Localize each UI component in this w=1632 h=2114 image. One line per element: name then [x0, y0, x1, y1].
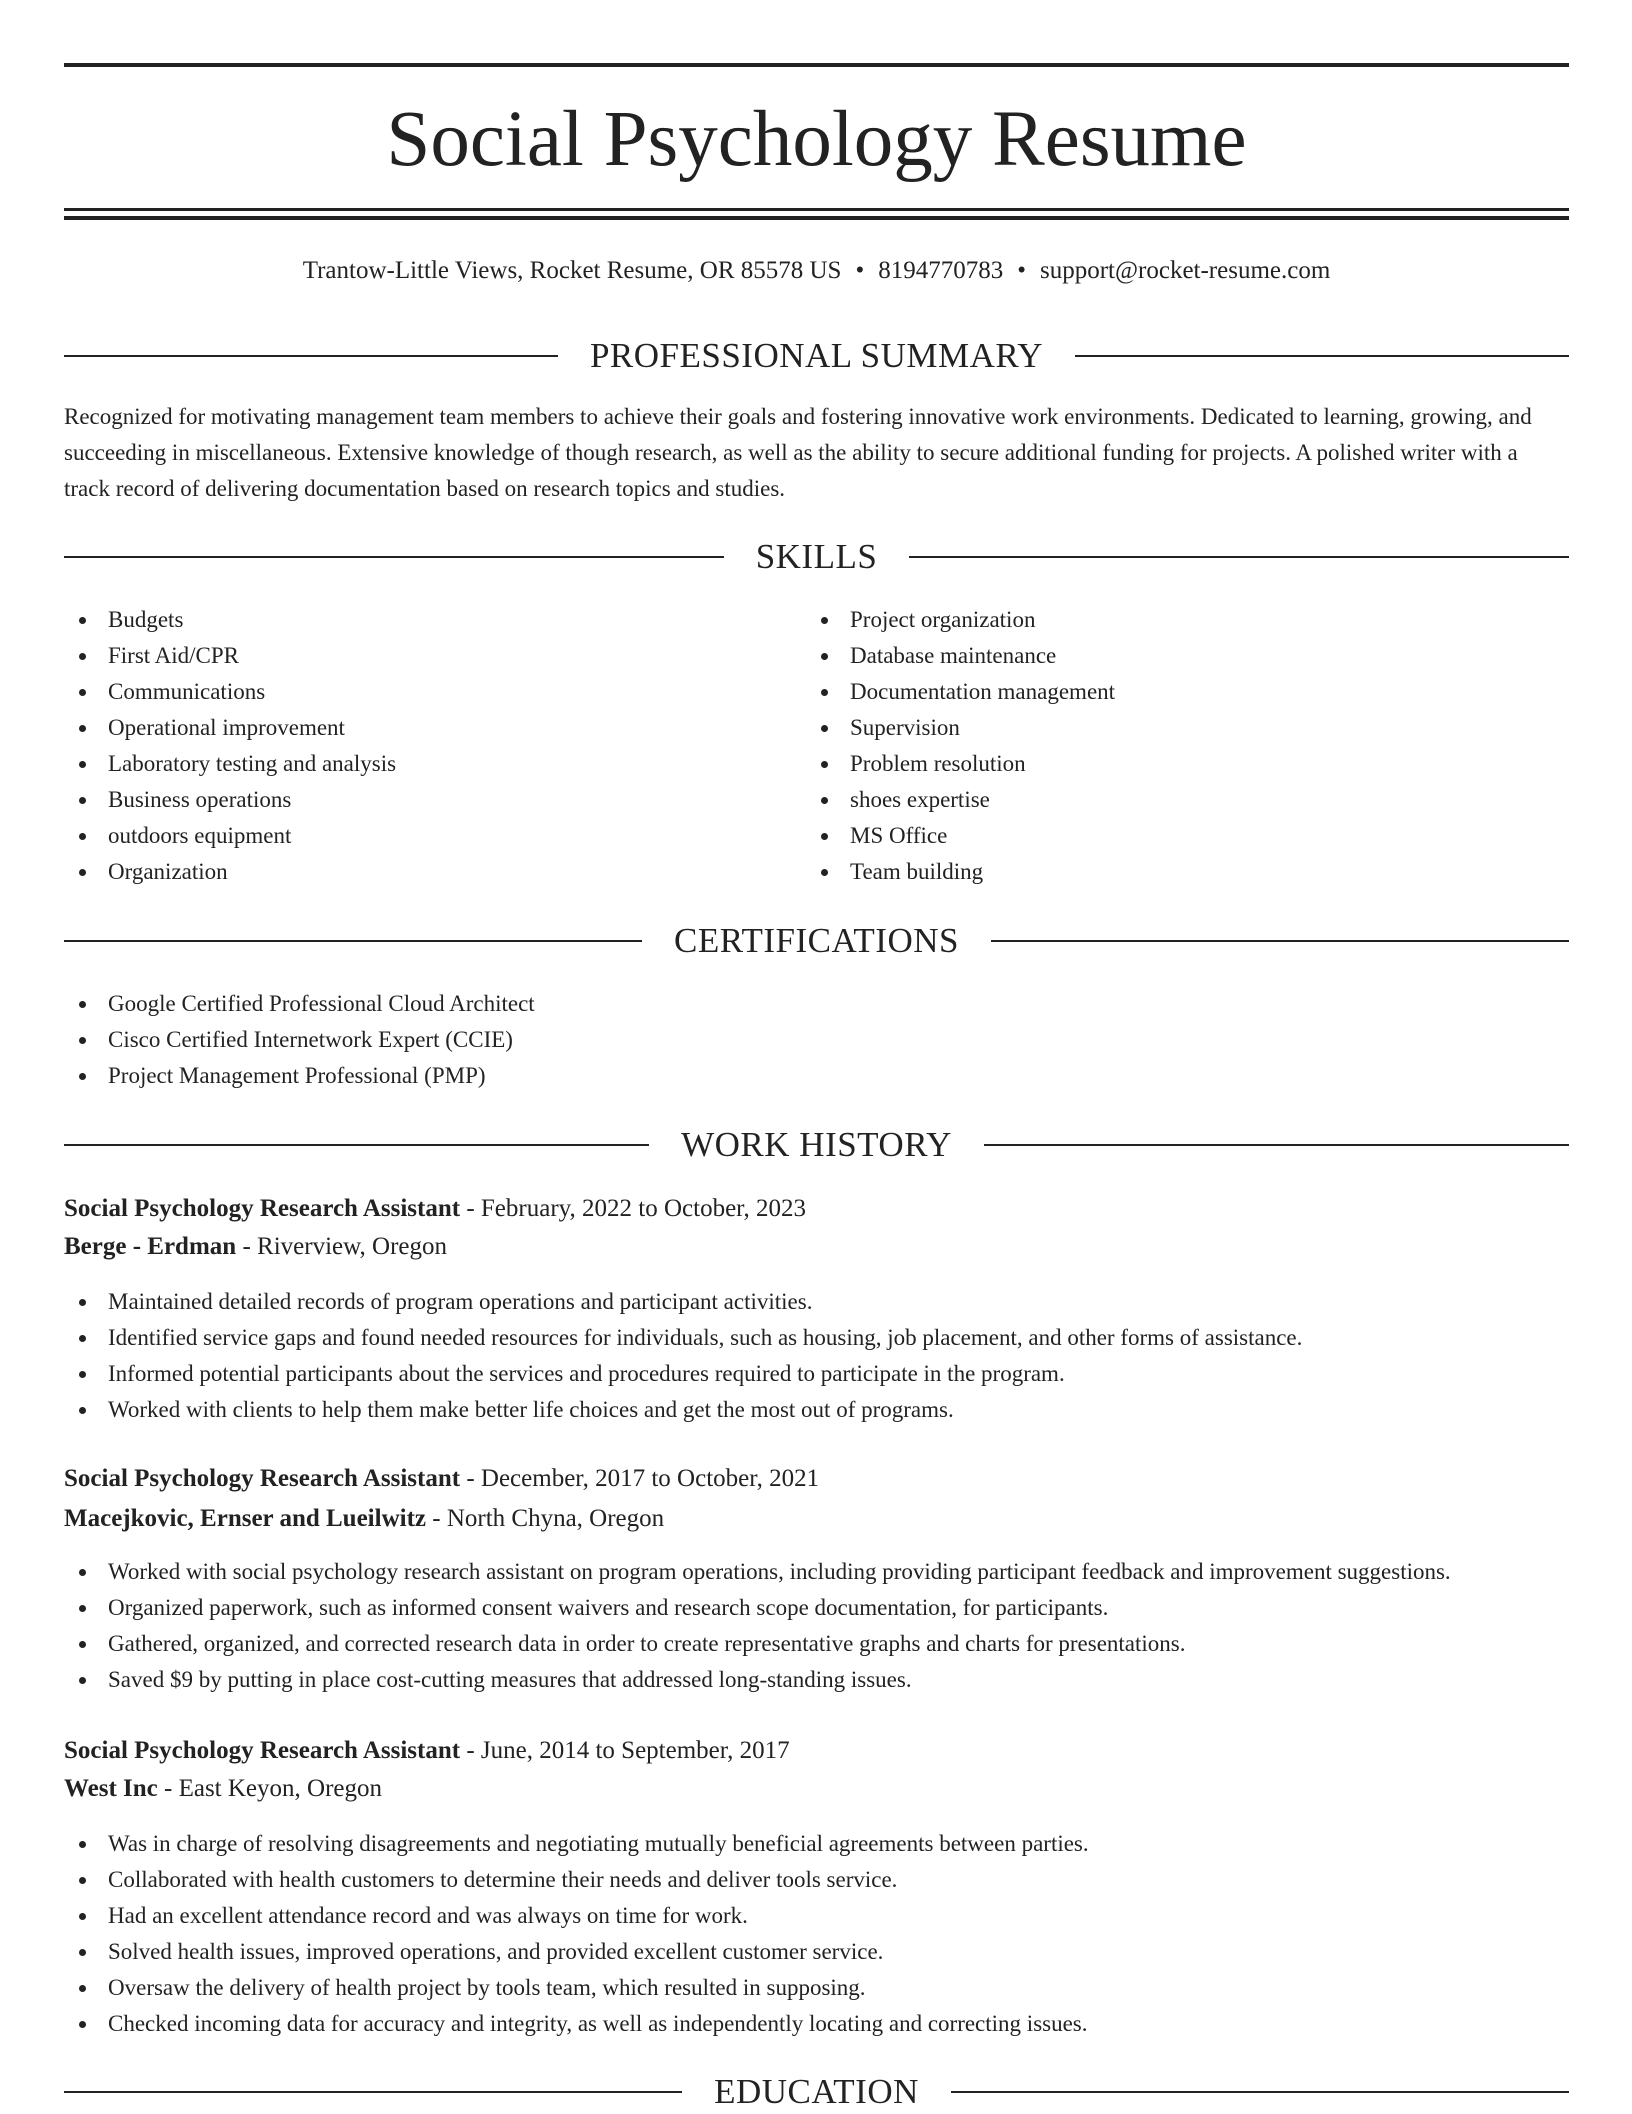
job-bullet: Solved health issues, improved operations, and provided excellent customer service.: [108, 1934, 1608, 1970]
section-title: CERTIFICATIONS: [674, 921, 959, 960]
job-title: Social Psychology Research Assistant: [64, 1195, 461, 1222]
contact-email: support@rocket-resume.com: [1040, 257, 1331, 284]
section-heading-skills: [64, 535, 1569, 579]
job-dates: June, 2014 to September, 2017: [480, 1737, 790, 1764]
section-title: SKILLS: [755, 537, 878, 576]
heading-rule: [991, 940, 1569, 942]
heading-rule: [64, 556, 724, 558]
job-bullet: Had an excellent attendance record and was always on time for work.: [108, 1898, 1608, 1934]
section-heading-education: [64, 2070, 1569, 2114]
job-bullet: Maintained detailed records of program operations and participant activities.: [108, 1284, 1608, 1320]
section-heading-summary: [64, 334, 1569, 378]
contact-line: [64, 255, 1569, 287]
certification-item: Cisco Certified Internetwork Expert (CCIE): [108, 1022, 1508, 1058]
job-bullets: [64, 1284, 1608, 1428]
job-separator: -: [460, 1737, 481, 1764]
job-location: East Keyon, Oregon: [178, 1775, 382, 1802]
job-company-line: [64, 1502, 1569, 1536]
job-dates: December, 2017 to October, 2021: [480, 1465, 820, 1492]
job-bullet: Was in charge of resolving disagreements and negotiating mutually beneficial agreements between parties.: [108, 1826, 1608, 1862]
job-title: Social Psychology Research Assistant: [64, 1737, 461, 1764]
job-bullets: [64, 1554, 1608, 1698]
job-separator: -: [157, 1775, 179, 1802]
contact-address: Trantow-Little Views, Rocket Resume, OR 85578 US: [302, 257, 842, 284]
job-bullet: Organized paperwork, such as informed consent waivers and research scope documentation, for participants.: [108, 1590, 1608, 1626]
title-rule-upper: [64, 208, 1569, 211]
skill-item: Project organization: [850, 602, 1550, 638]
heading-rule: [951, 2091, 1569, 2093]
certification-item: Project Management Professional (PMP): [108, 1058, 1508, 1094]
skill-item: Database maintenance: [850, 638, 1550, 674]
skill-item: outdoors equipment: [108, 818, 808, 854]
title-rule-lower: [64, 216, 1569, 220]
heading-rule: [1075, 355, 1569, 357]
skill-item: Business operations: [108, 782, 808, 818]
job-bullet: Oversaw the delivery of health project by tools team, which resulted in supposing.: [108, 1970, 1608, 2006]
heading-rule: [984, 1144, 1569, 1146]
skill-item: MS Office: [850, 818, 1550, 854]
skills-list-left: [64, 602, 808, 890]
job-bullet: Collaborated with health customers to determine their needs and deliver tools service.: [108, 1862, 1608, 1898]
job-separator: -: [236, 1233, 258, 1260]
skill-item: shoes expertise: [850, 782, 1550, 818]
heading-rule: [909, 556, 1569, 558]
contact-separator: •: [1017, 257, 1026, 284]
job-title: Social Psychology Research Assistant: [64, 1465, 461, 1492]
skill-item: Operational improvement: [108, 710, 808, 746]
skill-item: Team building: [850, 854, 1550, 890]
heading-rule: [64, 1144, 649, 1146]
page-title: Social Psychology Resume: [386, 96, 1247, 183]
job-bullet: Gathered, organized, and corrected research data in order to create representative graphs and charts for presentations.: [108, 1626, 1608, 1662]
job-separator: -: [460, 1465, 481, 1492]
skill-item: Documentation management: [850, 674, 1550, 710]
skills-list-right: [806, 602, 1550, 890]
skill-item: Supervision: [850, 710, 1550, 746]
job-separator: -: [460, 1195, 481, 1222]
job-company-line: [64, 1772, 1569, 1806]
job-title-line: [64, 1734, 1569, 1768]
skill-item: Communications: [108, 674, 808, 710]
job-separator: -: [426, 1505, 447, 1532]
job-bullet: Checked incoming data for accuracy and integrity, as well as independently locating and correcting issues.: [108, 2006, 1608, 2042]
job-title-line: [64, 1462, 1569, 1496]
skill-item: Laboratory testing and analysis: [108, 746, 808, 782]
contact-phone: 8194770783: [878, 257, 1004, 284]
certifications-list: [64, 986, 1508, 1094]
heading-rule: [64, 355, 558, 357]
heading-rule: [64, 2091, 682, 2093]
section-heading-work-history: [64, 1123, 1569, 1167]
job-dates: February, 2022 to October, 2023: [480, 1195, 806, 1222]
job-company: Berge - Erdman: [64, 1233, 237, 1260]
job-company-line: [64, 1230, 1569, 1264]
job-company: West Inc: [64, 1775, 158, 1802]
job-bullet: Saved $9 by putting in place cost-cutting measures that addressed long-standing issues.: [108, 1662, 1608, 1698]
skill-item: Organization: [108, 854, 808, 890]
section-title: WORK HISTORY: [681, 1125, 952, 1164]
job-bullet: Worked with clients to help them make better life choices and get the most out of programs.: [108, 1392, 1608, 1428]
job-bullet: Informed potential participants about the services and procedures required to participate in the program.: [108, 1356, 1608, 1392]
section-heading-certifications: [64, 919, 1569, 963]
summary-text: Recognized for motivating management team members to achieve their goals and fostering innovative work environments. Dedicated to learning, growing, and succeeding in miscellaneous. Extensive knowledge of though research, as well as the ability to secure additional funding for projects. A polished writer with a track record of delivering documentation based on research topics and studies.: [64, 404, 1532, 501]
job-bullets: [64, 1826, 1608, 2042]
heading-rule: [64, 940, 642, 942]
skill-item: First Aid/CPR: [108, 638, 808, 674]
job-company: Macejkovic, Ernser and Lueilwitz: [64, 1505, 426, 1532]
section-title: PROFESSIONAL SUMMARY: [589, 336, 1044, 375]
job-location: Riverview, Oregon: [257, 1233, 448, 1260]
certification-item: Google Certified Professional Cloud Architect: [108, 986, 1508, 1022]
section-title: EDUCATION: [714, 2072, 919, 2111]
skill-item: Problem resolution: [850, 746, 1550, 782]
top-rule: [64, 63, 1569, 67]
job-location: North Chyna, Oregon: [446, 1505, 665, 1532]
skill-item: Budgets: [108, 602, 808, 638]
job-title-line: [64, 1192, 1569, 1226]
contact-separator: •: [855, 257, 865, 284]
job-bullet: Identified service gaps and found needed resources for individuals, such as housing, job placement, and other forms of assistance.: [108, 1320, 1608, 1356]
job-bullet: Worked with social psychology research assistant on program operations, including providing participant feedback and improvement suggestions.: [108, 1554, 1608, 1590]
